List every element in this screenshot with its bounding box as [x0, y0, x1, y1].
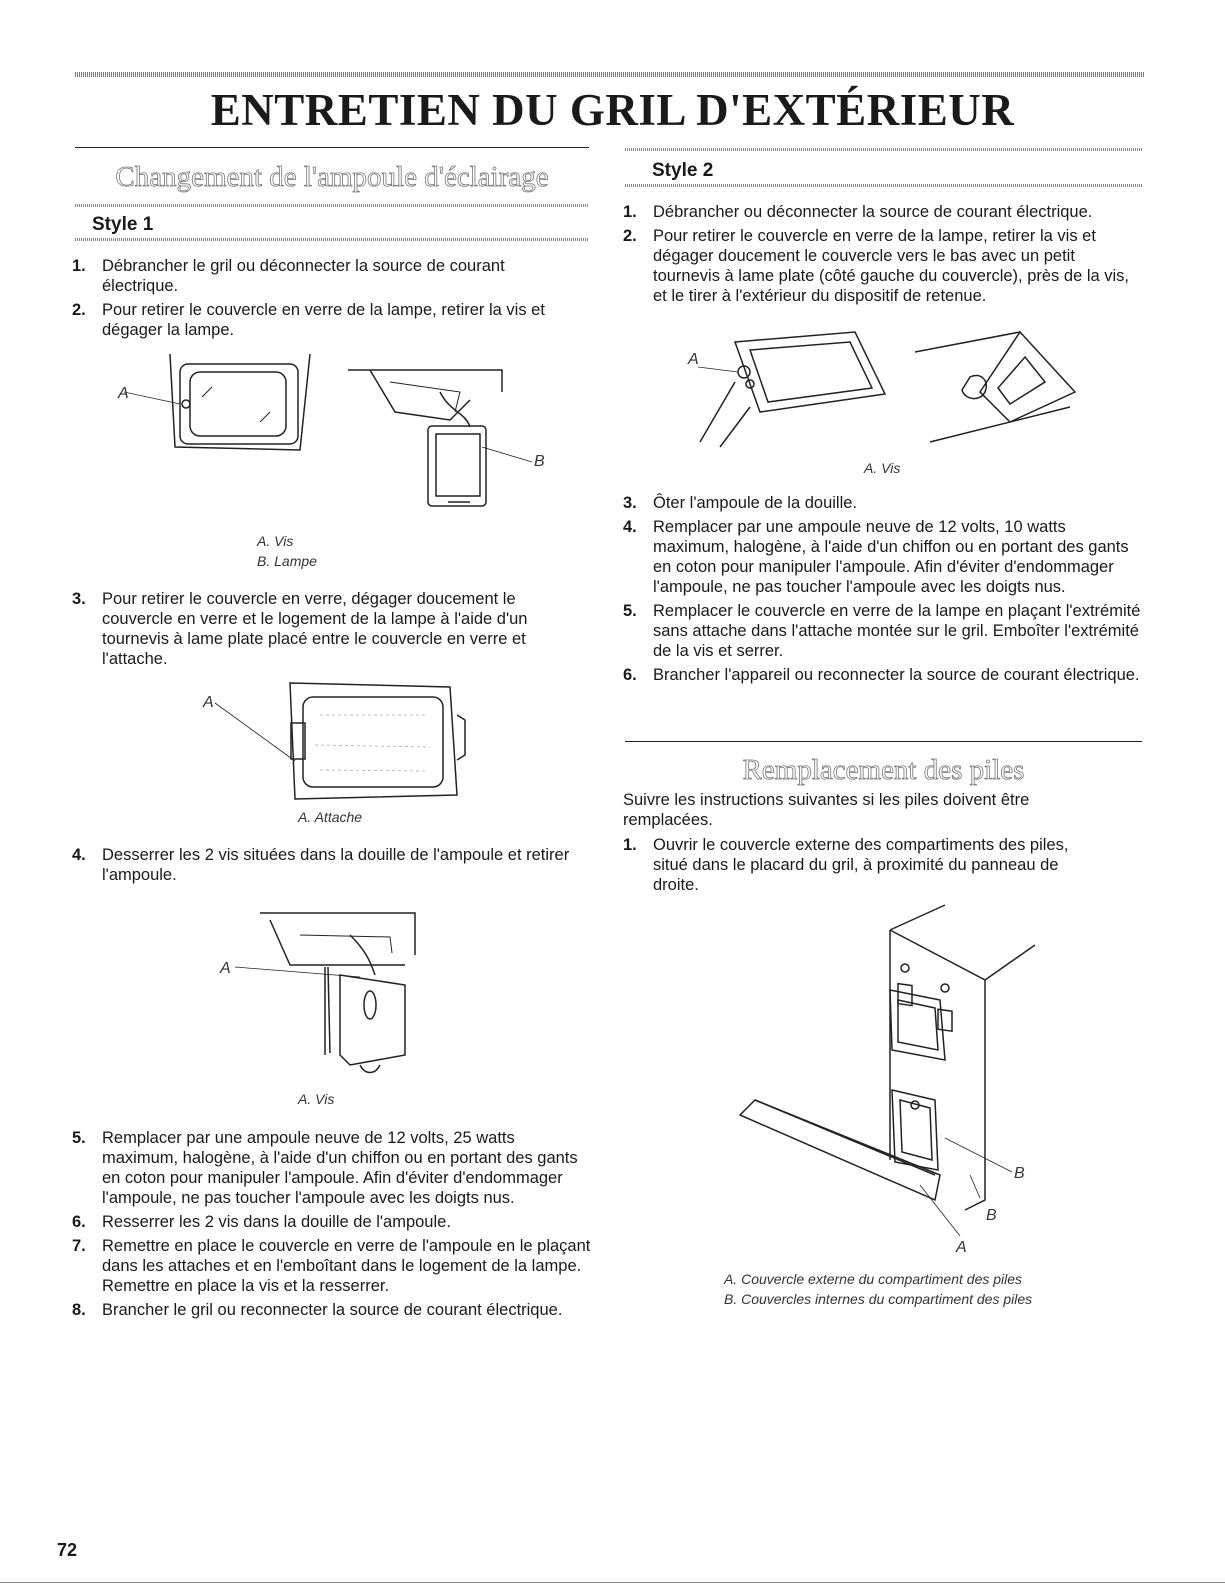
right-steps-3-6 — [623, 493, 1143, 689]
list-item — [72, 1128, 592, 1208]
step-text: Resserrer les 2 vis dans la douille de l'ampoule. — [102, 1213, 451, 1231]
step-number: 1. — [72, 257, 86, 275]
fig4-caption: A. Vis — [864, 460, 901, 476]
style2-top-hatch — [625, 148, 1142, 151]
fig5-caption-a: A. Couvercle externe du compartiment des piles — [724, 1271, 1023, 1287]
step-number: 3. — [623, 494, 637, 512]
step-text: Ôter l'ampoule de la douille. — [653, 494, 858, 512]
step-text: Débrancher le gril ou déconnecter la source de courant électrique. — [102, 257, 505, 295]
fig3-caption: A. Vis — [298, 1091, 335, 1107]
battery-compartment-illustration — [730, 900, 1050, 1260]
list-item — [72, 300, 582, 340]
glass-cover-clip-illustration — [195, 675, 475, 810]
figure-lamp-style1 — [110, 352, 560, 522]
left-steps-5-8 — [72, 1128, 592, 1324]
list-item — [72, 845, 582, 885]
step-number: 6. — [72, 1213, 86, 1231]
figure-lamp-style2 — [680, 322, 1100, 452]
list-item — [623, 601, 1143, 661]
step-number: 8. — [72, 1301, 86, 1319]
figure-battery-compartment — [730, 900, 1050, 1260]
lamp-style2-illustration — [680, 322, 1100, 452]
step-number: 3. — [72, 590, 86, 608]
step-number: 7. — [72, 1237, 86, 1255]
style1-top-hatch — [75, 204, 589, 207]
list-item — [623, 517, 1143, 597]
left-section-rule — [75, 147, 589, 148]
bottom-rule — [0, 1582, 1225, 1583]
step-number: 4. — [623, 518, 637, 536]
right-battery-step-1 — [623, 835, 1103, 899]
step-text: Brancher le gril ou reconnecter la source de courant électrique. — [102, 1301, 563, 1319]
style2-heading: Style 2 — [652, 160, 714, 181]
batteries-intro: Suivre les instructions suivantes si les piles doivent être remplacées. — [623, 791, 1030, 829]
step-number: 4. — [72, 846, 86, 864]
list-item — [623, 226, 1143, 306]
step-number: 5. — [623, 602, 637, 620]
step-number: 2. — [72, 301, 86, 319]
fig5-label-b2: B — [986, 1207, 997, 1224]
step-number: 6. — [623, 666, 637, 684]
step-text: Pour retirer le couvercle en verre de la lampe, retirer la vis et dégager la lampe. — [102, 301, 545, 339]
fig5-label-b1: B — [1014, 1165, 1025, 1182]
step-number: 5. — [72, 1129, 86, 1147]
page-number: 72 — [57, 1540, 78, 1560]
lamp-cover-illustration — [110, 352, 560, 522]
left-step-3 — [72, 589, 582, 673]
list-item — [72, 1300, 592, 1320]
top-hatch-rule — [75, 72, 1144, 77]
list-item — [623, 835, 1103, 895]
style2-bottom-hatch — [625, 184, 1142, 187]
list-item — [623, 493, 1143, 513]
left-step-4 — [72, 845, 582, 889]
left-steps-1-2 — [72, 256, 582, 344]
fig2-label-a: A — [203, 694, 214, 711]
page-title: ENTRETIEN DU GRIL D'EXTÉRIEUR — [210, 85, 1015, 135]
step-text: Pour retirer le couvercle en verre, dégager doucement le couvercle en verre et le logement de la lampe à l'aide d'un tournevis à lame plate placé entre le couvercle en verre et l'attache. — [102, 590, 528, 668]
section-title-batteries: Remplacement des piles — [742, 754, 1025, 786]
step-text: Ouvrir le couvercle externe des compartiments des piles, situé dans le placard du gril, à proximité du panneau de droite. — [653, 836, 1069, 894]
step-text: Pour retirer le couvercle en verre de la lampe, retirer la vis et dégager doucement le couvercle vers le bas avec un petit tournevis à lame plate (côté gauche du couvercle), près de la vis, et le tirer à l'extérieur du dispositif de retenue. — [653, 227, 1130, 305]
fig4-label-a: A — [688, 351, 699, 368]
step-number: 1. — [623, 836, 637, 854]
step-text: Brancher l'appareil ou reconnecter la source de courant électrique. — [653, 666, 1140, 684]
fig1-caption-b: B. Lampe — [257, 553, 317, 569]
section-title-bulb: Changement de l'ampoule d'éclairage — [115, 161, 549, 193]
step-text: Remettre en place le couvercle en verre de l'ampoule en le plaçant dans les attaches et en l'emboîtant dans le logement de la lampe. Remettre en place la vis et la resserrer. — [102, 1237, 591, 1295]
list-item — [72, 1236, 592, 1296]
step-number: 2. — [623, 227, 637, 245]
bulb-socket-illustration — [210, 905, 430, 1085]
fig1-caption-a: A. Vis — [257, 533, 294, 549]
list-item — [623, 665, 1143, 685]
fig5-caption-b: B. Couvercles internes du compartiment des piles — [724, 1291, 1033, 1307]
fig2-caption: A. Attache — [298, 809, 363, 825]
fig1-label-a: A — [118, 385, 129, 402]
list-item — [72, 1212, 592, 1232]
step-text: Débrancher ou déconnecter la source de courant électrique. — [653, 203, 1093, 221]
fig3-label-a: A — [220, 960, 231, 977]
style1-bottom-hatch — [75, 238, 589, 241]
step-text: Remplacer le couvercle en verre de la lampe en plaçant l'extrémité sans attache dans l'attache montée sur le gril. Emboîter l'extrémité de la vis et serrer. — [653, 602, 1141, 660]
step-text: Remplacer par une ampoule neuve de 12 volts, 10 watts maximum, halogène, à l'aide d'un chiffon ou en portant des gants en coton pour manipuler l'ampoule. Afin d'éviter d'endommager l'ampoule, ne pas toucher l'ampoule avec les doigts nus. — [653, 518, 1129, 596]
figure-bulb-socket — [210, 905, 430, 1085]
right-steps-1-2 — [623, 202, 1143, 310]
fig1-label-b: B — [534, 453, 545, 470]
list-item — [623, 202, 1143, 222]
step-number: 1. — [623, 203, 637, 221]
list-item — [72, 256, 582, 296]
step-text: Remplacer par une ampoule neuve de 12 volts, 25 watts maximum, halogène, à l'aide d'un chiffon ou en portant des gants en coton pour manipuler l'ampoule. Afin d'éviter d'endommager l'ampoule, ne pas toucher l'ampoule avec les doigts nus. — [102, 1129, 578, 1207]
right-section-rule — [625, 741, 1142, 742]
figure-lamp-clip — [195, 675, 475, 810]
list-item — [72, 589, 582, 669]
style1-heading: Style 1 — [92, 214, 154, 235]
step-text: Desserrer les 2 vis situées dans la douille de l'ampoule et retirer l'ampoule. — [102, 846, 570, 884]
fig5-label-a: A — [956, 1239, 967, 1256]
